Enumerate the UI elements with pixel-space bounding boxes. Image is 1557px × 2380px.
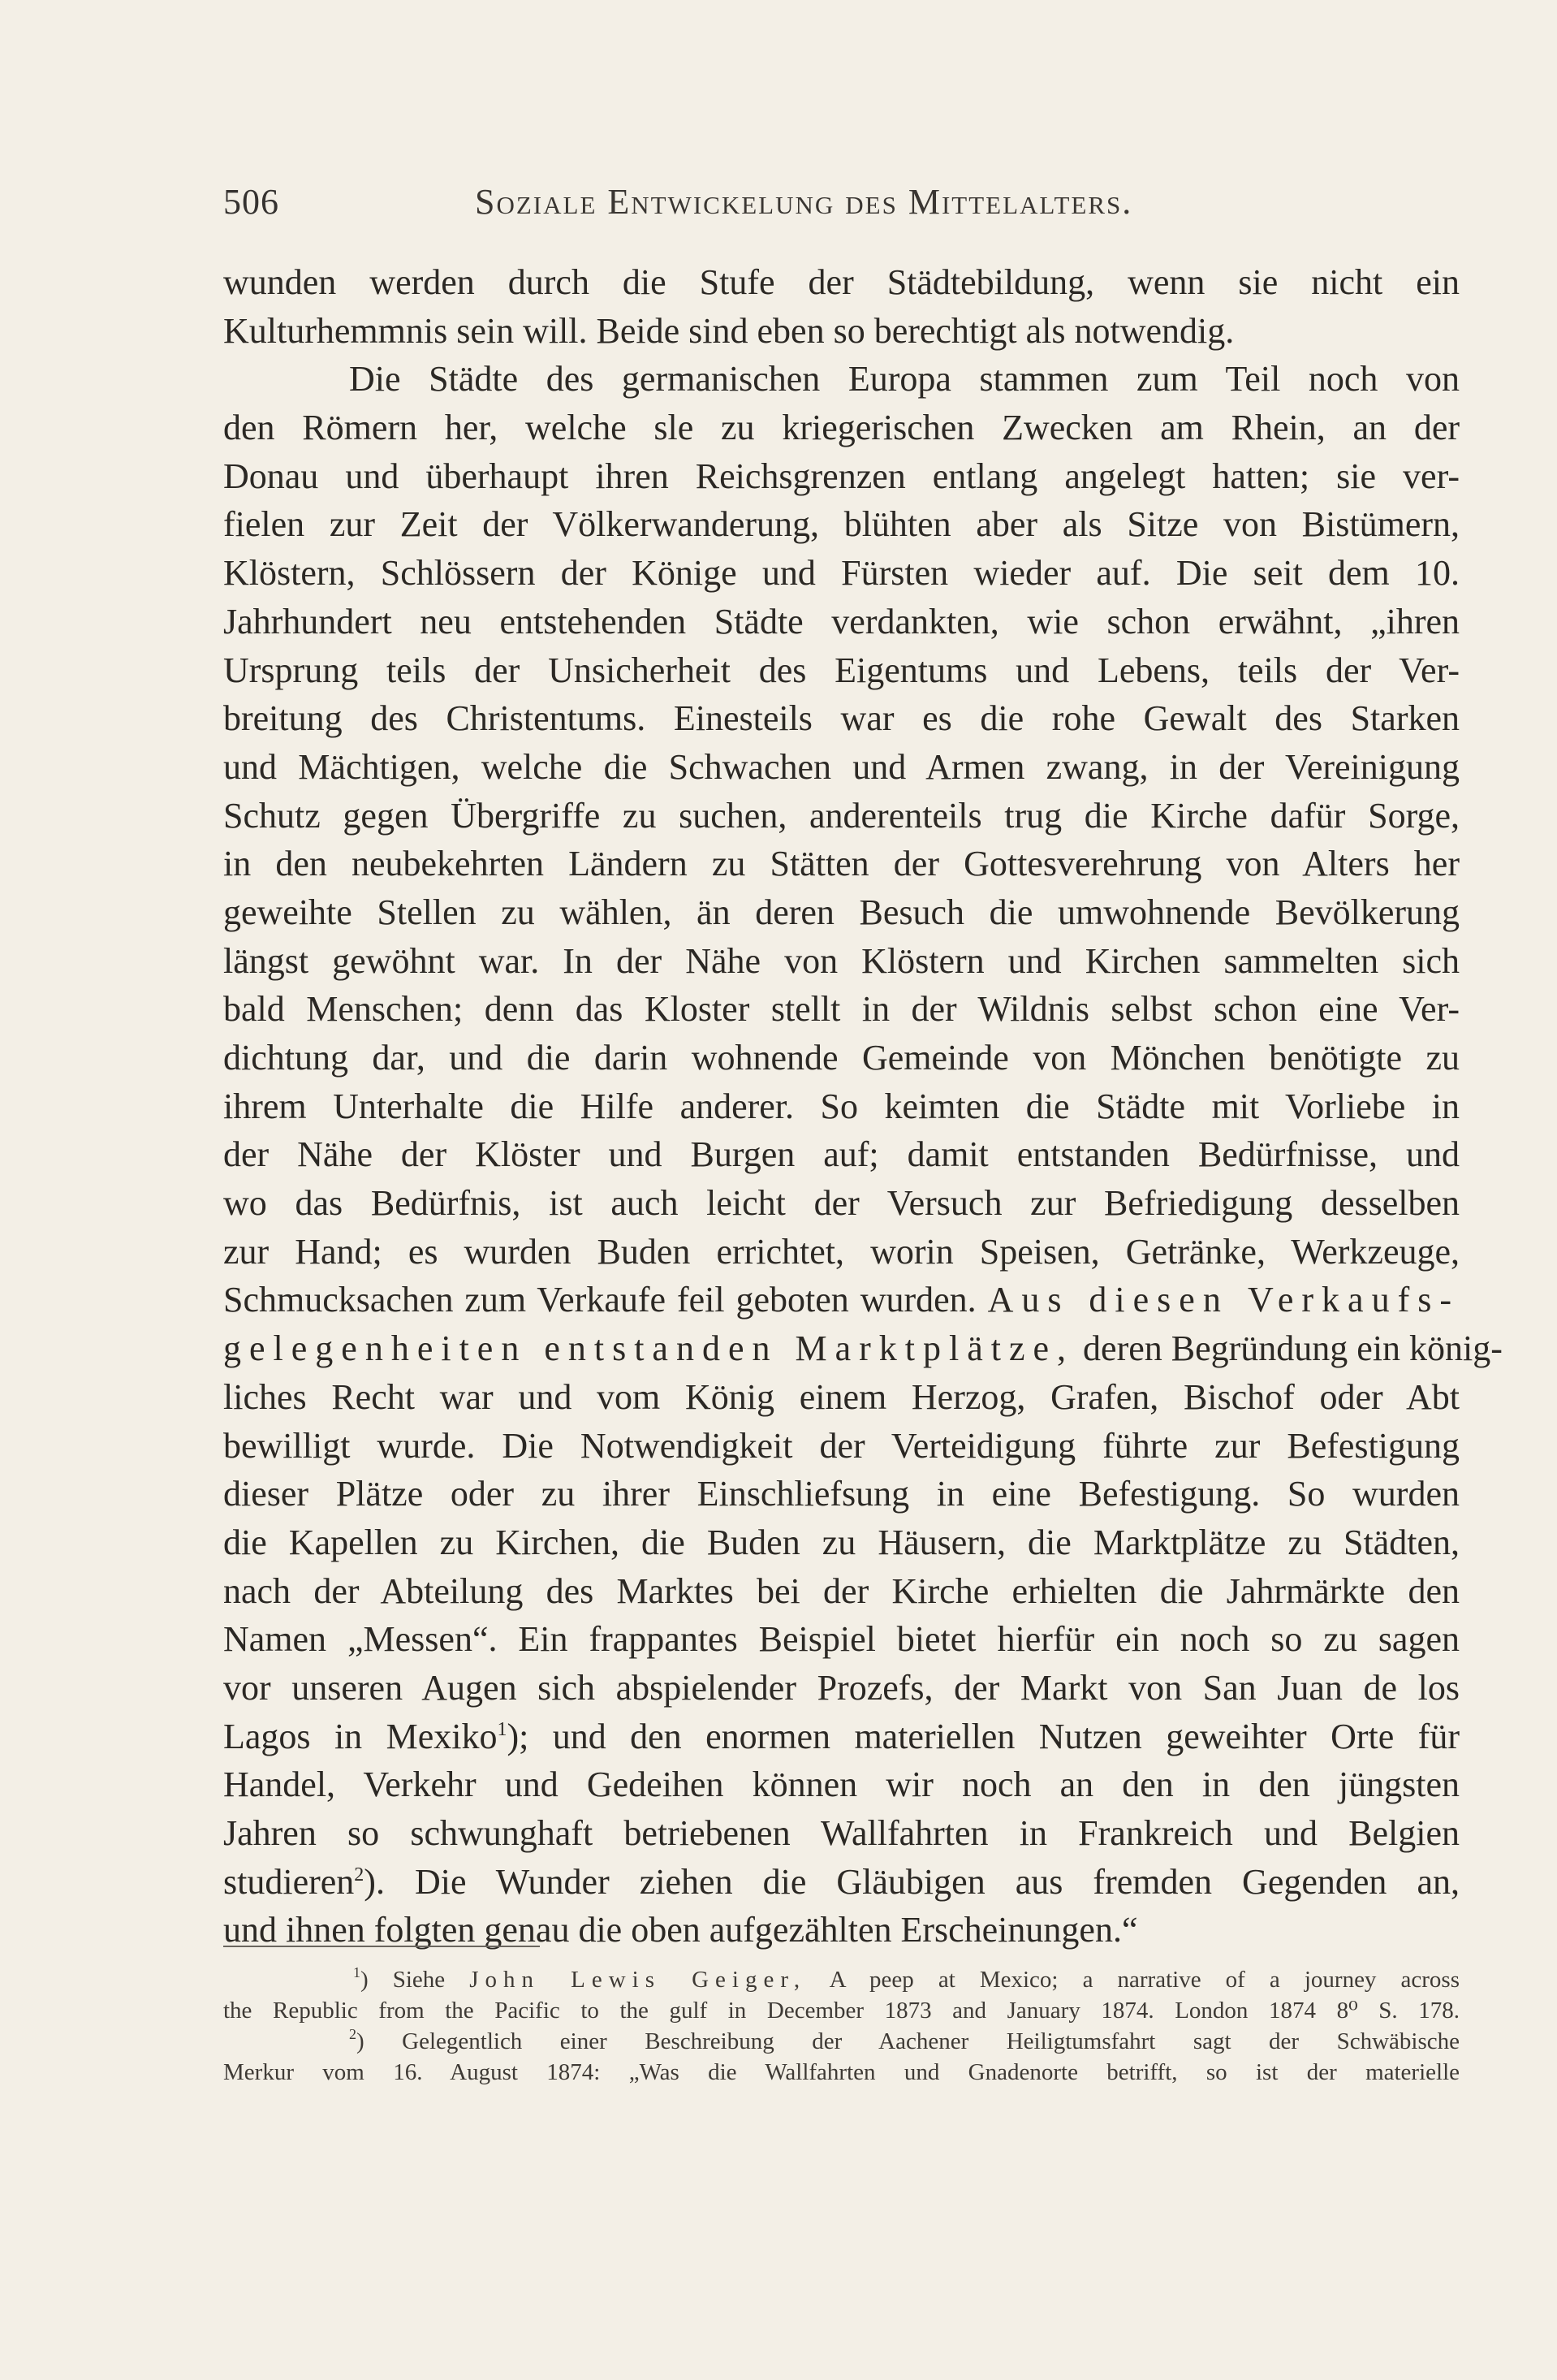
text-line: wo das Bedürfnis, ist auch leicht der Versuch zur Befriedigung desselben <box>223 1183 1460 1224</box>
text-line: die Kapellen zu Kirchen, die Buden zu Häusern, die Marktplätze zu Städten, <box>223 1522 1460 1562</box>
text-line: geweihte Stellen zu wählen, än deren Besuch die umwohnende Bevölkerung <box>223 892 1460 932</box>
page-number: 506 <box>223 182 279 222</box>
text-line: bewilligt wurde. Die Notwendigkeit der Verteidigung führte zur Befestigung <box>223 1425 1460 1466</box>
text-line: der Nähe der Klöster und Burgen auf; damit entstanden Bedürfnisse, und <box>223 1134 1460 1175</box>
text-line: Die Städte des germanischen Europa stammen zum Teil noch von <box>349 359 1460 400</box>
text-line: bald Menschen; denn das Kloster stellt in der Wildnis selbst schon eine Ver- <box>223 989 1460 1030</box>
footnote-line: the Republic from the Pacific to the gulf in December 1873 and January 1874. London 1874 8⁰ S. 178. <box>223 1998 1460 2024</box>
text-segment: studieren <box>223 1861 355 1902</box>
text-line: Ursprung teils der Unsicherheit des Eigentums und Lebens, teils der Ver- <box>223 650 1460 690</box>
running-head <box>223 181 1356 230</box>
text-segment: Schmucksachen zum Verkaufe feil geboten wurden. <box>223 1280 977 1320</box>
text-line: wunden werden durch die Stufe der Städtebildung, wenn sie nicht ein <box>223 262 1460 302</box>
text-line: in den neubekehrten Ländern zu Stätten der Gottesverehrung von Alters her <box>223 844 1460 884</box>
text-line: Namen „Messen“. Ein frappantes Beispiel bietet hierfür ein noch so zu sagen <box>223 1619 1460 1660</box>
footnote-divider <box>223 1946 540 1947</box>
text-line <box>223 1713 1460 1761</box>
text-line: Handel, Verkehr und Gedeihen können wir noch an den in den jüngsten <box>223 1764 1460 1805</box>
spaced-emphasis: John Lewis Geiger, <box>469 1967 807 1993</box>
text-line: Jahren so schwunghaft betriebenen Wallfahrten in Frankreich und Belgien <box>223 1813 1460 1853</box>
text-line: und ihnen folgten genau die oben aufgezählten Erscheinungen.“ <box>223 1910 1138 1950</box>
text-line: dieser Plätze oder zu ihrer Einschliefsung in eine Befestigung. So wurden <box>223 1474 1460 1514</box>
text-segment: ); und den enormen materiellen Nutzen geweihter Orte für <box>507 1716 1460 1756</box>
text-segment: ). Die Wunder ziehen die Gläubigen aus fremden Gegenden an, <box>364 1861 1460 1902</box>
text-line: Jahrhundert neu entstehenden Städte verdankten, wie schon erwähnt, „ihren <box>223 601 1460 641</box>
text-line: zur Hand; es wurden Buden errichtet, worin Speisen, Getränke, Werkzeuge, <box>223 1231 1460 1272</box>
footnote-ref[interactable]: 2 <box>354 1864 364 1885</box>
text-line: Kulturhemmnis sein will. Beide sind eben so berechtigt als notwendig. <box>223 310 1235 351</box>
text-line: Donau und überhaupt ihren Reichsgrenzen entlang angelegt hatten; sie ver- <box>223 456 1460 496</box>
text-line: liches Recht war und vom König einem Herzog, Grafen, Bischof oder Abt <box>223 1376 1460 1417</box>
footnote-line <box>223 1964 1460 1995</box>
text-line: den Römern her, welche sle zu kriegerischen Zwecken am Rhein, an der <box>223 408 1460 448</box>
footnote-line <box>223 2026 1460 2057</box>
running-title: Soziale Entwickelung des Mittelalters. <box>475 182 1133 222</box>
text-line: und Mächtigen, welche die Schwachen und Armen zwang, in der Vereinigung <box>223 746 1460 787</box>
text-segment: deren Begründung ein könig- <box>1083 1328 1503 1369</box>
text-line: Klöstern, Schlössern der Könige und Fürsten wieder auf. Die seit dem 10. <box>223 553 1460 594</box>
footnotes <box>223 1964 1460 2088</box>
body-text <box>223 258 1503 1955</box>
spaced-emphasis: gelegenheiten entstanden Marktplätze, <box>223 1328 1075 1369</box>
text-segment: ) Gelegentlich einer Beschreibung der Aachener Heiligtumsfahrt sagt der Schwäbische <box>356 2028 1460 2054</box>
text-segment: Lagos in Mexiko <box>223 1716 498 1756</box>
text-line: breitung des Christentums. Einesteils war es die rohe Gewalt des Starken <box>223 698 1460 739</box>
text-segment: ) Siehe <box>360 1967 446 1993</box>
text-line: längst gewöhnt war. In der Nähe von Klöstern und Kirchen sammelten sich <box>223 940 1460 981</box>
text-line: fielen zur Zeit der Völkerwanderung, blühten aber als Sitze von Bistümern, <box>223 504 1460 545</box>
text-line: dichtung dar, und die darin wohnende Gemeinde von Mönchen benötigte zu <box>223 1038 1460 1078</box>
text-line <box>223 1324 1503 1373</box>
text-line: ihrem Unterhalte die Hilfe anderer. So keimten die Städte mit Vorliebe in <box>223 1086 1460 1126</box>
footnote-line: Merkur vom 16. August 1874: „Was die Wallfahrten und Gnadenorte betrifft, so ist der materielle <box>223 2059 1460 2085</box>
text-segment: A peep at Mexico; a narrative of a journey across <box>829 1967 1460 1993</box>
text-line: vor unseren Augen sich abspielender Prozefs, der Markt von San Juan de los <box>223 1667 1460 1708</box>
footnote-mark: 1 <box>353 1964 360 1980</box>
footnote-mark: 2 <box>349 2026 356 2042</box>
footnote-ref[interactable]: 1 <box>497 1718 507 1740</box>
text-line: nach der Abteilung des Marktes bei der Kirche erhielten die Jahrmärkte den <box>223 1570 1460 1611</box>
text-line <box>223 1276 1460 1324</box>
text-line <box>223 1858 1460 1907</box>
text-line: Schutz gegen Übergriffe zu suchen, anderenteils trug die Kirche dafür Sorge, <box>223 795 1460 836</box>
spaced-emphasis: Aus diesen Verkaufs- <box>987 1280 1460 1320</box>
